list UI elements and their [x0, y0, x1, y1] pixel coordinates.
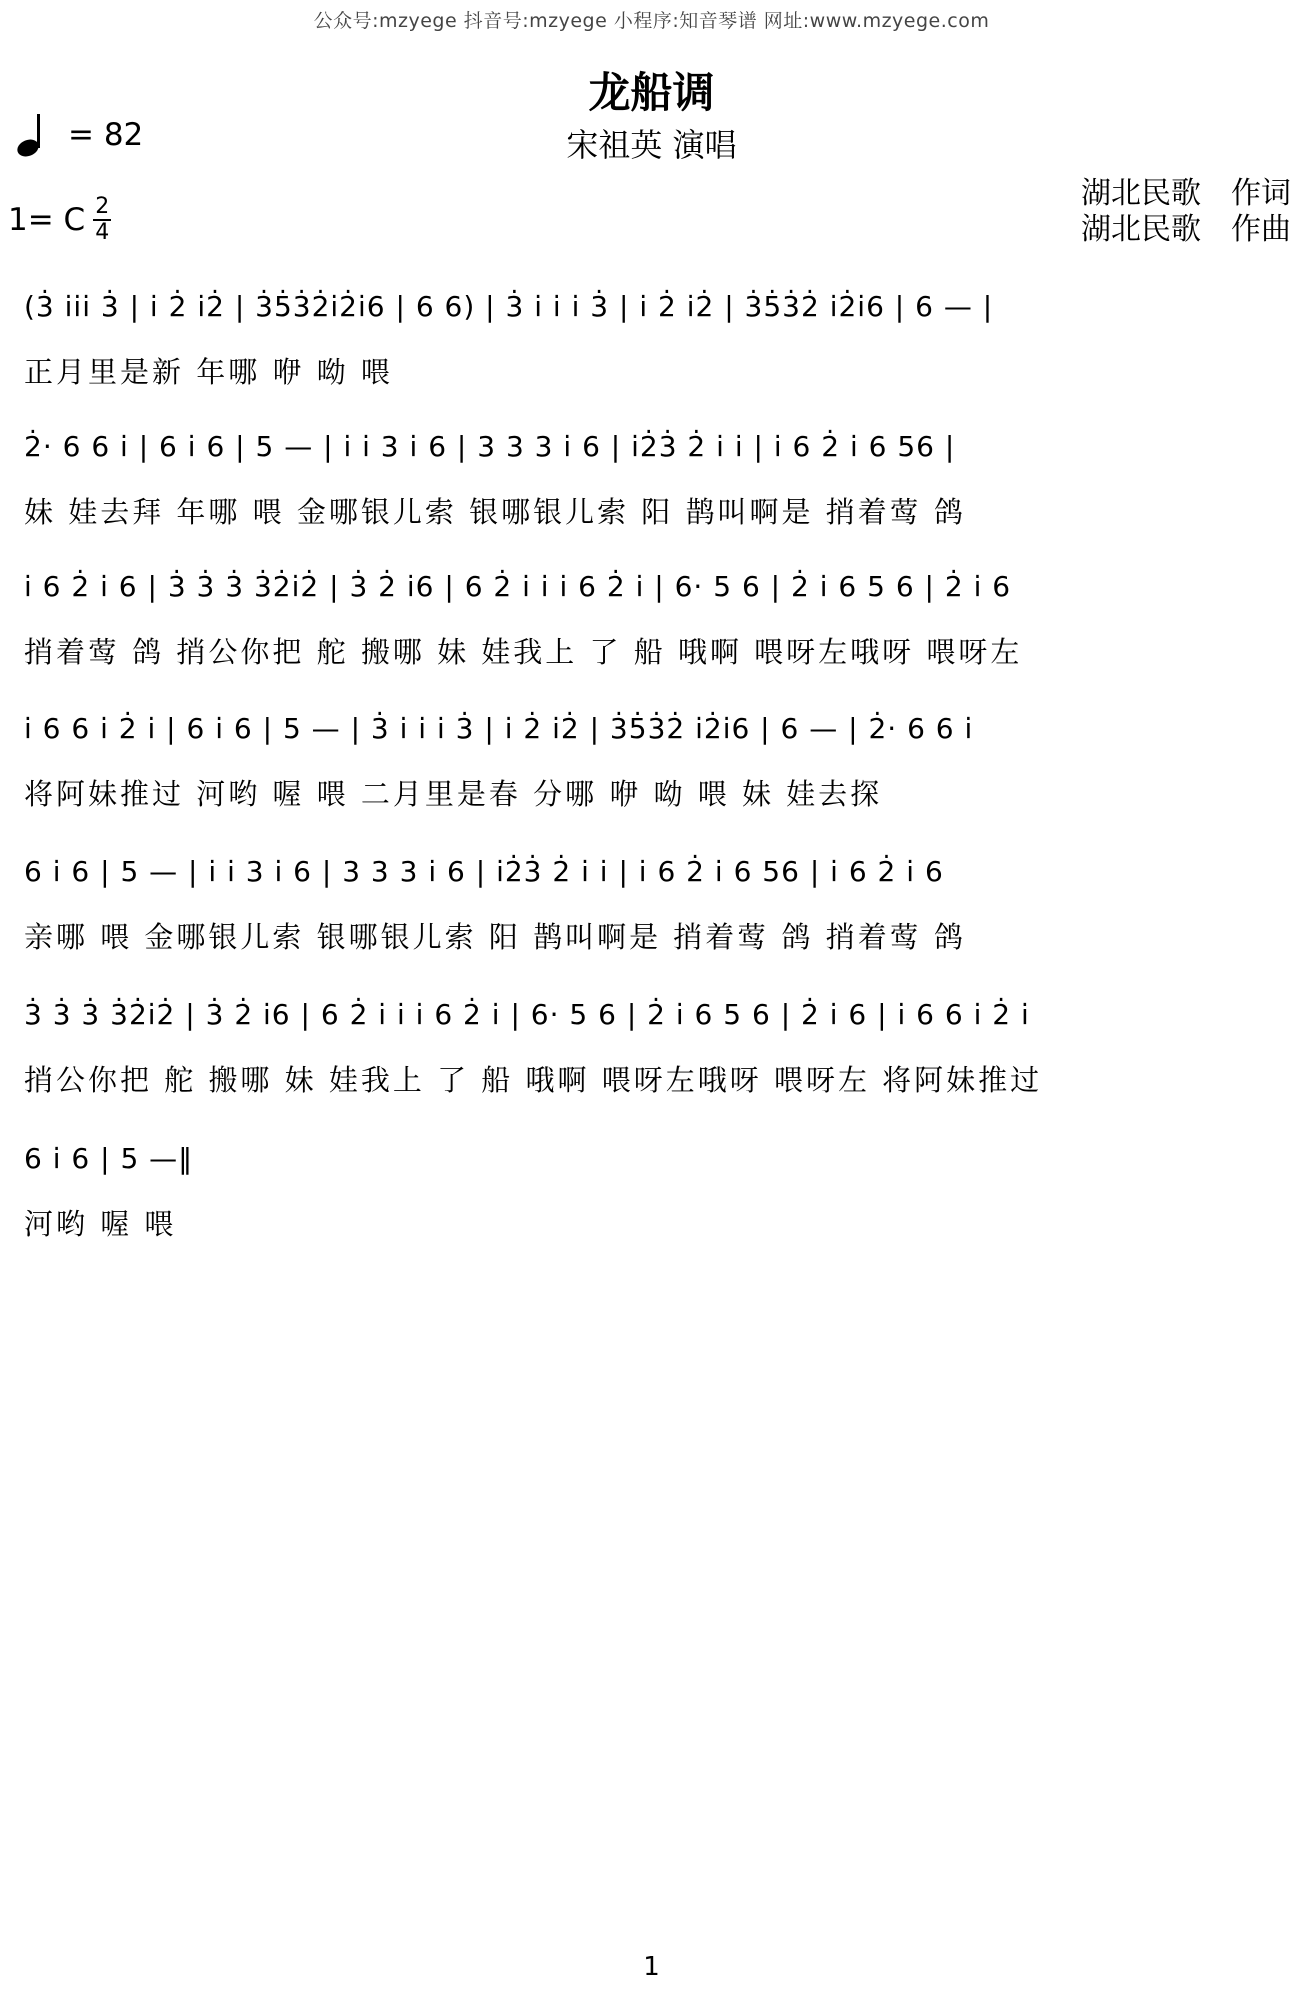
notation-text: i̇ 6 2̇ i̇ 6 | 3̇ 3̇ 3̇ 3̇2̇i̇2̇ | 3̇ 2̇ i̇6 | 6 2̇ i̇ i̇ i̇ 6 2̇ i̇ | 6· 5 6 | 2̇ i̇ 6 5 6 | 2̇ i̇ 6	[24, 570, 1012, 603]
lyrics-line: 将阿妹推过 河哟 喔 喂 二月里是春 分哪 咿 呦 喂 妹 娃去探	[24, 777, 883, 811]
lyrics-line: 妹 娃去拜 年哪 喂 金哪银儿索 银哪银儿索 阳 鹊叫啊是 捎着莺 鸽	[24, 495, 966, 529]
notation-line	[24, 410, 1294, 480]
lyrics-line: 正月里是新 年哪 咿 呦 喂	[24, 355, 393, 389]
notation-text: 6 i̇ 6 | 5 —‖	[24, 1142, 194, 1175]
key-label: 1= C	[8, 202, 86, 238]
lyrics-line: 河哟 喔 喂	[24, 1207, 177, 1241]
notation-line	[24, 1122, 1294, 1192]
song-title: 龙船调	[588, 68, 715, 117]
notation-line	[24, 978, 1294, 1048]
lyrics-line: 亲哪 喂 金哪银儿索 银哪银儿索 阳 鹊叫啊是 捎着莺 鸽 捎着莺 鸽	[24, 920, 966, 954]
page-number: 1	[643, 1952, 660, 1982]
time-sig-bottom: 4	[95, 220, 110, 245]
lyrics-line: 捎公你把 舵 搬哪 妹 娃我上 了 船 哦啊 喂呀左哦呀 喂呀左 将阿妹推过	[24, 1063, 1043, 1097]
header-bar: 公众号:mzyege 抖音号:mzyege 小程序:知音琴谱 网址:www.mzyege.com	[313, 10, 990, 32]
notation-text: (3̇ i̇i̇i̇ 3̇ | i̇ 2̇ i̇2̇ | 3̇5̇3̇2̇i̇2̇i̇6 | 6 6) | 3̇ i̇ i̇ i̇ 3̇ | i̇ 2̇ i̇2̇ | 3̇5̇3̇2̇ i̇2̇i̇6 | 6 — |	[24, 290, 994, 323]
notation-line	[24, 270, 1294, 340]
composer-role: 作曲	[1231, 212, 1291, 247]
performer: 宋祖英 演唱	[566, 126, 737, 164]
notation-text: 6 i̇ 6 | 5 — | i̇ i̇ 3 i̇ 6 | 3 3 3 i̇ 6 | i̇2̇3̇ 2̇ i̇ i̇ | i̇ 6 2̇ i̇ 6 56 | i̇ 6 2̇ i̇ 6	[24, 855, 944, 888]
key-signature	[8, 196, 111, 244]
lyricist: 湖北民歌	[1081, 176, 1201, 211]
lyricist-role: 作词	[1231, 176, 1291, 211]
notation-line	[24, 550, 1294, 620]
notation-line	[24, 692, 1294, 762]
tempo-marking	[12, 112, 143, 158]
time-sig-top: 2	[95, 194, 110, 219]
credit-music	[1081, 212, 1291, 248]
credits	[1081, 176, 1291, 248]
credit-lyrics	[1081, 176, 1291, 212]
notation-text: 2̇· 6 6 i̇ | 6 i̇ 6 | 5 — | i̇ i̇ 3 i̇ 6 | 3 3 3 i̇ 6 | i̇2̇3̇ 2̇ i̇ i̇ | i̇ 6 2̇ i̇ 6 56 |	[24, 430, 956, 463]
composer: 湖北民歌	[1081, 212, 1201, 247]
tempo-value: = 82	[68, 117, 144, 153]
time-signature	[93, 196, 111, 244]
notation-line	[24, 835, 1294, 905]
notation-text: 3̇ 3̇ 3̇ 3̇2̇i̇2̇ | 3̇ 2̇ i̇6 | 6 2̇ i̇ i̇ i̇ 6 2̇ i̇ | 6· 5 6 | 2̇ i̇ 6 5 6 | 2̇ i̇ 6 | i̇ 6 6 i̇ 2̇ i̇	[24, 998, 1030, 1031]
quarter-note-icon	[12, 112, 58, 158]
notation-text: i̇ 6 6 i̇ 2̇ i̇ | 6 i̇ 6 | 5 — | 3̇ i̇ i̇ i̇ 3̇ | i̇ 2̇ i̇2̇ | 3̇5̇3̇2̇ i̇2̇i̇6 | 6 — | 2̇· 6 6 i̇	[24, 712, 974, 745]
lyrics-line: 捎着莺 鸽 捎公你把 舵 搬哪 妹 娃我上 了 船 哦啊 喂呀左哦呀 喂呀左	[24, 635, 1023, 669]
